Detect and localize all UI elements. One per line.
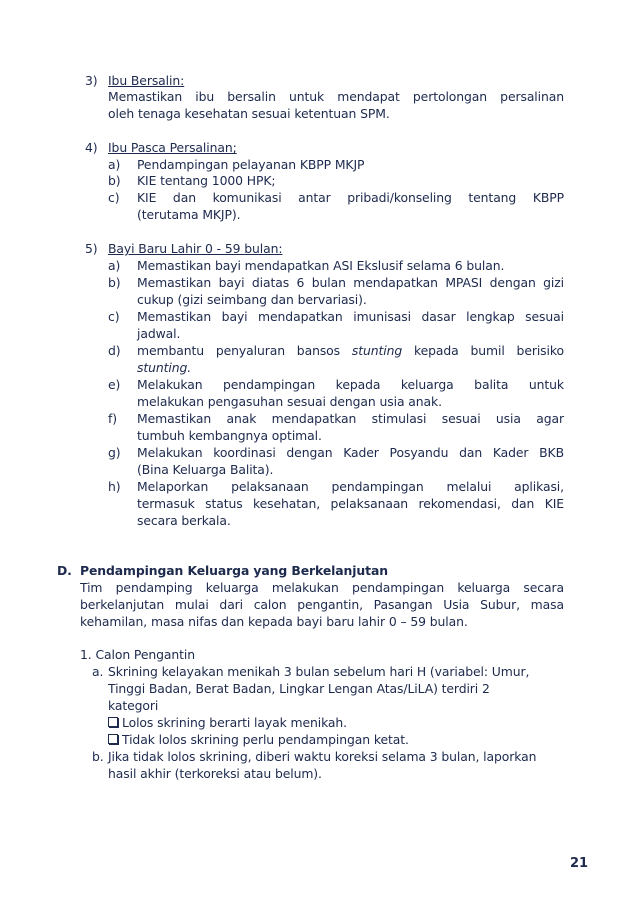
s5-item-h-text-line1: Melaporkan pelaksanaan pendampingan melalui aplikasi,	[137, 479, 564, 494]
s5-item-d-text-line1: membantu penyaluran bansos stunting kepada bumil berisiko	[137, 343, 564, 358]
s4-item-a-text: Pendampingan pelayanan KBPP MKJP	[137, 157, 365, 172]
s5-item-h-text-line3: secara berkala.	[137, 513, 231, 528]
s5-item-a-label: a)	[108, 258, 121, 273]
s5-item-d-text-line2: stunting.	[137, 360, 192, 375]
section-3-number: 3)	[85, 73, 98, 88]
section-3-title: Ibu Bersalin:	[108, 73, 185, 88]
sub-item-b-line1: Jika tidak lolos skrining, diberi waktu koreksi selama 3 bulan, laporkan	[108, 749, 537, 764]
checkbox-icon	[108, 734, 118, 744]
s5-item-a-text: Memastikan bayi mendapatkan ASI Ekslusif selama 6 bulan.	[137, 258, 505, 273]
page-number: 21	[570, 856, 589, 871]
s5-item-g-text-line2: (Bina Keluarga Balita).	[137, 462, 274, 477]
section-d-letter: D.	[57, 563, 72, 578]
s5-item-h-text-line2: termasuk status kesehatan, pelaksanaan rekomendasi, dan KIE	[137, 496, 564, 511]
section-d-title: Pendampingan Keluarga yang Berkelanjutan	[80, 563, 388, 578]
sub-item-a-line1: Skrining kelayakan menikah 3 bulan sebelum hari H (variabel: Umur,	[108, 664, 530, 679]
s5-item-h-label: h)	[108, 479, 121, 494]
s5-item-f-text-line1: Memastikan anak mendapatkan stimulasi sesuai usia agar	[137, 411, 564, 426]
s4-item-c-text-line2: (terutama MKJP).	[137, 207, 241, 222]
section-d-paragraph-line1: Tim pendamping keluarga melakukan pendampingan keluarga secara	[80, 580, 564, 595]
s4-item-b-text: KIE tentang 1000 HPK;	[137, 173, 276, 188]
section-d-paragraph-line2: berkelanjutan mulai dari calon pengantin, Pasangan Usia Subur, masa	[80, 597, 564, 612]
sub-item-b-label: b.	[92, 749, 104, 764]
sub-item-b-line2: hasil akhir (terkoreksi atau belum).	[108, 766, 322, 781]
checkbox-icon	[108, 717, 118, 727]
s5-item-e-text-line1: Melakukan pendampingan kepada keluarga balita untuk	[137, 377, 564, 392]
checkbox-item-lolos: Lolos skrining berarti layak menikah.	[108, 714, 347, 731]
s5-item-f-text-line2: tumbuh kembangnya optimal.	[137, 428, 322, 443]
s5-item-b-text-line2: cukup (gizi seimbang dan bervariasi).	[137, 292, 367, 307]
sub-item-a-line3: kategori	[108, 698, 159, 713]
s5-item-f-label: f)	[108, 411, 117, 426]
section-5-title: Bayi Baru Lahir 0 - 59 bulan:	[108, 241, 283, 256]
s5-item-b-text-line1: Memastikan bayi diatas 6 bulan mendapatkan MPASI dengan gizi	[137, 275, 564, 290]
s5-item-g-label: g)	[108, 445, 121, 460]
s4-item-c-label: c)	[108, 190, 120, 205]
subsection-calon-pengantin: 1. Calon Pengantin	[80, 647, 195, 662]
section-3-text-line2: oleh tenaga kesehatan sesuai ketentuan SPM.	[108, 106, 390, 121]
s4-item-b-label: b)	[108, 173, 121, 188]
s5-item-c-text-line1: Memastikan bayi mendapatkan imunisasi dasar lengkap sesuai	[137, 309, 564, 324]
section-5-number: 5)	[85, 241, 98, 256]
section-4-title: Ibu Pasca Persalinan;	[108, 140, 237, 155]
checkbox-item-tidak-lolos: Tidak lolos skrining perlu pendampingan ketat.	[108, 731, 409, 748]
s4-item-c-text-line1: KIE dan komunikasi antar pribadi/konseling tentang KBPP	[137, 190, 564, 205]
s5-item-e-label: e)	[108, 377, 121, 392]
s5-item-g-text-line1: Melakukan koordinasi dengan Kader Posyandu dan Kader BKB	[137, 445, 564, 460]
section-3-text-line1: Memastikan ibu bersalin untuk mendapat pertolongan persalinan	[108, 89, 564, 104]
section-d-paragraph-line3: kehamilan, masa nifas dan kepada bayi baru lahir 0 – 59 bulan.	[80, 614, 468, 629]
s5-item-b-label: b)	[108, 275, 121, 290]
s5-item-d-label: d)	[108, 343, 121, 358]
section-4-number: 4)	[85, 140, 98, 155]
s5-item-c-text-line2: jadwal.	[137, 326, 181, 341]
sub-item-a-line2: Tinggi Badan, Berat Badan, Lingkar Lengan Atas/LiLA) terdiri 2	[108, 681, 490, 696]
sub-item-a-label: a.	[92, 664, 104, 679]
s5-item-c-label: c)	[108, 309, 120, 324]
s5-item-e-text-line2: melakukan pengasuhan sesuai dengan usia anak.	[137, 394, 442, 409]
s4-item-a-label: a)	[108, 157, 121, 172]
